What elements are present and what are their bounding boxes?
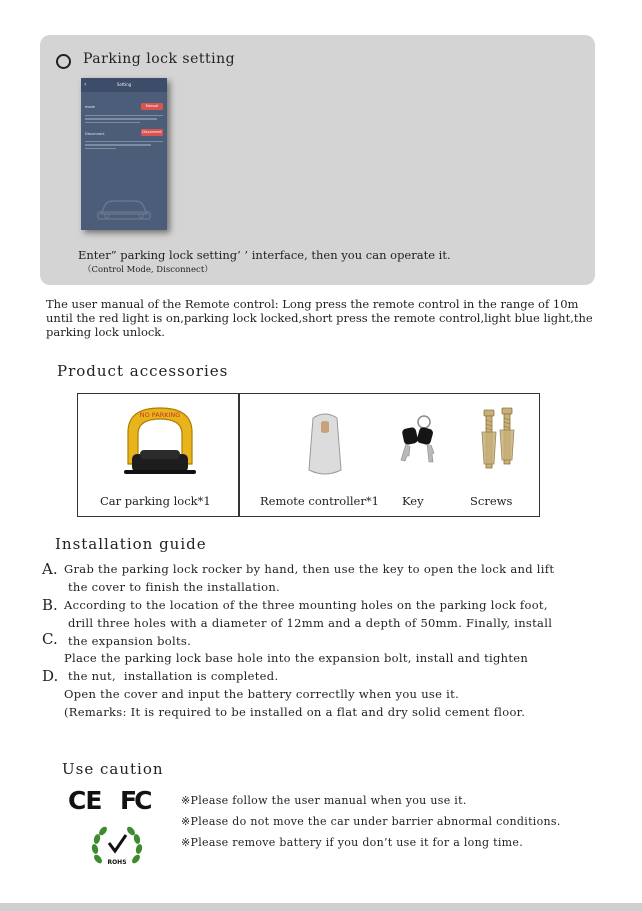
install-line: According to the location of the three mounting holes on the parking lock foot, bbox=[64, 598, 548, 612]
phone-mode-description bbox=[85, 115, 163, 125]
back-arrow-icon: ‹ bbox=[84, 81, 87, 88]
install-line: the cover to finish the installation. bbox=[64, 580, 280, 594]
panel-modes: （Control Mode, Disconnect） bbox=[83, 265, 213, 275]
accessory-label-remote: Remote controller*1 bbox=[260, 494, 379, 508]
no-parking-sign-text: NO PARKING bbox=[139, 411, 181, 419]
accessory-label-key: Key bbox=[402, 494, 424, 508]
phone-mode-label: mode bbox=[85, 105, 95, 109]
step-letter-a: A. bbox=[42, 560, 58, 578]
step-letter-c: C. bbox=[42, 630, 58, 648]
phone-screenshot bbox=[81, 78, 167, 230]
install-line: Grab the parking lock rocker by hand, then use the key to open the lock and lift bbox=[64, 562, 555, 576]
phone-disconnect-label: Disconnect bbox=[85, 132, 105, 136]
step-letter-b: B. bbox=[42, 596, 58, 614]
remote-manual-text: The user manual of the Remote control: Long press the remote control in the range of 10m until the red light is on,parking lock locked,short press the remote control,light blue light,the parking lock unlock. bbox=[46, 297, 593, 339]
rohs-text: ROHS bbox=[107, 859, 127, 866]
installation-title: Installation guide bbox=[55, 535, 207, 553]
phone-disconnect-button: Disconnect bbox=[142, 130, 162, 134]
footer-bar bbox=[0, 903, 642, 911]
caution-item: ※Please follow the user manual when you use it. bbox=[181, 794, 467, 807]
circle-bullet-icon bbox=[56, 54, 71, 69]
accessories-divider bbox=[238, 393, 240, 517]
install-line: the expansion bolts. bbox=[64, 634, 192, 648]
install-line: drill three holes with a diameter of 12mm and a depth of 50mm. Finally, install bbox=[64, 616, 553, 630]
caution-title: Use caution bbox=[62, 760, 164, 778]
keys-image bbox=[397, 414, 439, 466]
rohs-badge-icon bbox=[90, 823, 144, 873]
panel-title: Parking lock setting bbox=[83, 51, 236, 67]
caution-item: ※Please do not move the car under barrier abnormal conditions. bbox=[181, 815, 561, 828]
fc-mark-icon: FC bbox=[120, 786, 150, 815]
parking-lock-image bbox=[118, 402, 202, 478]
screws-image bbox=[478, 406, 520, 476]
install-line: the nut, installation is completed. bbox=[64, 669, 279, 683]
step-letter-d: D. bbox=[42, 667, 59, 685]
accessory-label-lock: Car parking lock*1 bbox=[100, 494, 211, 508]
car-illustration-icon bbox=[95, 192, 153, 222]
phone-mode-button: Manual bbox=[141, 103, 163, 110]
phone-disconnect-description bbox=[85, 141, 163, 151]
ce-mark-icon: CE bbox=[68, 786, 102, 815]
phone-header: Setting bbox=[81, 78, 167, 92]
panel-instruction: Enter” parking lock setting’ ’ interface, then you can operate it. bbox=[78, 248, 451, 262]
install-line: (Remarks: It is required to be installed on a flat and dry solid cement floor. bbox=[64, 705, 526, 719]
remote-controller-image bbox=[305, 412, 345, 478]
accessory-label-screws: Screws bbox=[470, 494, 513, 508]
install-line: Open the cover and input the battery correctlly when you use it. bbox=[64, 687, 460, 701]
accessories-title: Product accessories bbox=[57, 362, 229, 380]
caution-item: ※Please remove battery if you don’t use it for a long time. bbox=[181, 836, 523, 849]
install-line: Place the parking lock base hole into the expansion bolt, install and tighten bbox=[64, 651, 529, 665]
